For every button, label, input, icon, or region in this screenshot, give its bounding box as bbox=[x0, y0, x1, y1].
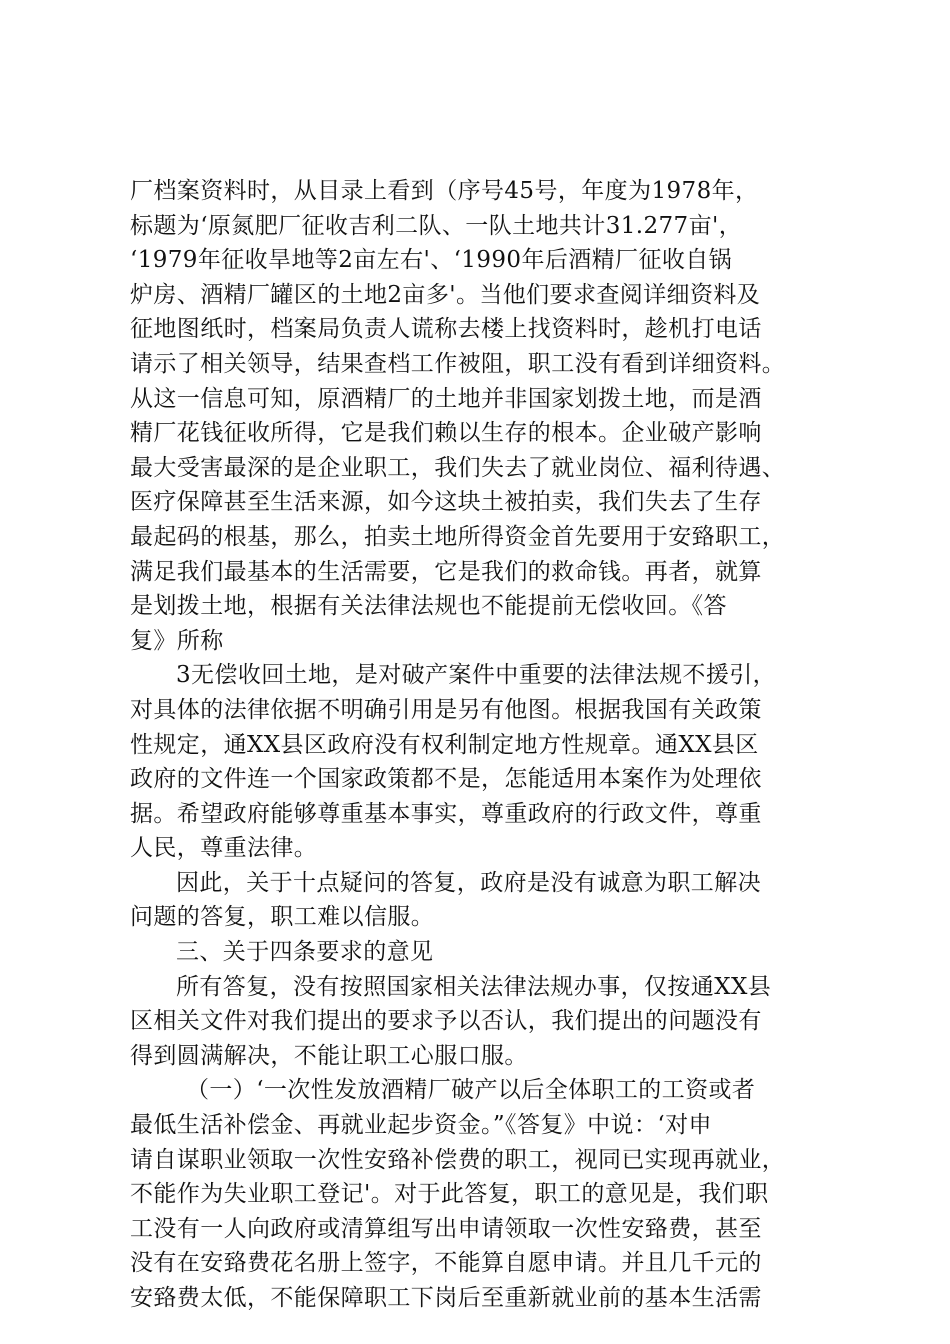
text-line: 不能作为失业职工登记'。对于此答复，职工的意见是，我们职 bbox=[130, 1181, 769, 1208]
text-line: 3无偿收回土地，是对破产案件中重要的法律法规不援引， bbox=[176, 662, 777, 689]
text-line: 请自谋职业领取一次性安臵补偿费的职工，视同已实现再就业， bbox=[130, 1146, 786, 1173]
text-line: 厂档案资料时，从目录上看到（序号45号，年度为1978年， bbox=[130, 178, 759, 204]
text-line: 没有在安臵费花名册上签字，不能算自愿申请。并且几千元的 bbox=[130, 1250, 762, 1277]
text-line: 从这一信息可知，原酒精厂的土地并非国家划拨土地，而是酒 bbox=[130, 385, 762, 412]
document-body bbox=[130, 174, 846, 1316]
text-line: ‘1979年征收旱地等2亩左右'、‘1990年后酒精厂征收自锅 bbox=[130, 247, 733, 274]
text-line: 政府的文件连一个国家政策都不是，怎能适用本案作为处理依 bbox=[130, 766, 762, 793]
text-line: 精厂花钱征收所得，它是我们赖以生存的根本。企业破产影响 bbox=[130, 420, 762, 447]
text-line: 据。希望政府能够尊重基本事实，尊重政府的行政文件，尊重 bbox=[130, 800, 762, 827]
text-line: 征地图纸时，档案局负责人谎称去楼上找资料时，趁机打电话 bbox=[130, 316, 762, 343]
text-line: 标题为‘原氮肥厂征收吉利二队、一队土地共计31.277亩'， bbox=[130, 212, 743, 239]
text-line: 所有答复，没有按照国家相关法律法规办事，仅按通XX县 bbox=[176, 973, 772, 1000]
text-line: 炉房、酒精厂罐区的土地2亩多'。当他们要求查阅详细资料及 bbox=[130, 281, 761, 308]
text-line: 最起码的根基，那么，拍卖土地所得资金首先要用于安臵职工， bbox=[130, 523, 786, 550]
text-line: 安臵费太低，不能保障职工下岗后至重新就业前的基本生活需 bbox=[130, 1285, 762, 1311]
text-line: 性规定，通XX县区政府没有权利制定地方性规章。通XX县区 bbox=[130, 731, 759, 758]
text-line: 对具体的法律依据不明确引用是另有他图。根据我国有关政策 bbox=[130, 696, 762, 723]
text-line: 医疗保障甚至生活来源，如今这块土被拍卖，我们失去了生存 bbox=[130, 489, 762, 516]
paragraph-conclusion bbox=[130, 866, 846, 935]
text-line: 因此，关于十点疑问的答复，政府是没有诚意为职工解决 bbox=[176, 869, 761, 896]
text-line: 满足我们最基本的生活需要，它是我们的救命钱。再者，就算 bbox=[130, 558, 762, 585]
text-line: 人民，尊重法律。 bbox=[130, 835, 318, 862]
text-line: 区相关文件对我们提出的要求予以否认，我们提出的问题没有 bbox=[130, 1008, 762, 1035]
paragraph-land-recovery bbox=[130, 658, 846, 866]
paragraph-all-replies bbox=[130, 970, 846, 1074]
text-line: 最低生活补偿金、再就业起步资金。”《答复》中说：‘对申 bbox=[130, 1112, 712, 1139]
paragraph-archive-records bbox=[130, 174, 846, 658]
text-line: 请示了相关领导，结果查档工作被阻，职工没有看到详细资料。 bbox=[130, 350, 786, 377]
text-line: （一）‘一次性发放酒精厂破产以后全体职工的工资或者 bbox=[186, 1077, 756, 1104]
text-line: 最大受害最深的是企业职工，我们失去了就业岗位、福利待遇、 bbox=[130, 454, 786, 481]
text-line: 是划拨土地，根据有关法律法规也不能提前无偿收回。《答 bbox=[130, 593, 727, 620]
text-line: 复》所称 bbox=[130, 627, 224, 654]
text-line: 问题的答复，职工难以信服。 bbox=[130, 904, 435, 931]
paragraph-item-one bbox=[130, 1073, 846, 1315]
section-heading bbox=[130, 935, 846, 970]
text-line: 得到圆满解决，不能让职工心服口服。 bbox=[130, 1042, 528, 1069]
text-line: 三、关于四条要求的意见 bbox=[176, 939, 434, 966]
text-line: 工没有一人向政府或清算组写出申请领取一次性安臵费，甚至 bbox=[130, 1215, 762, 1242]
